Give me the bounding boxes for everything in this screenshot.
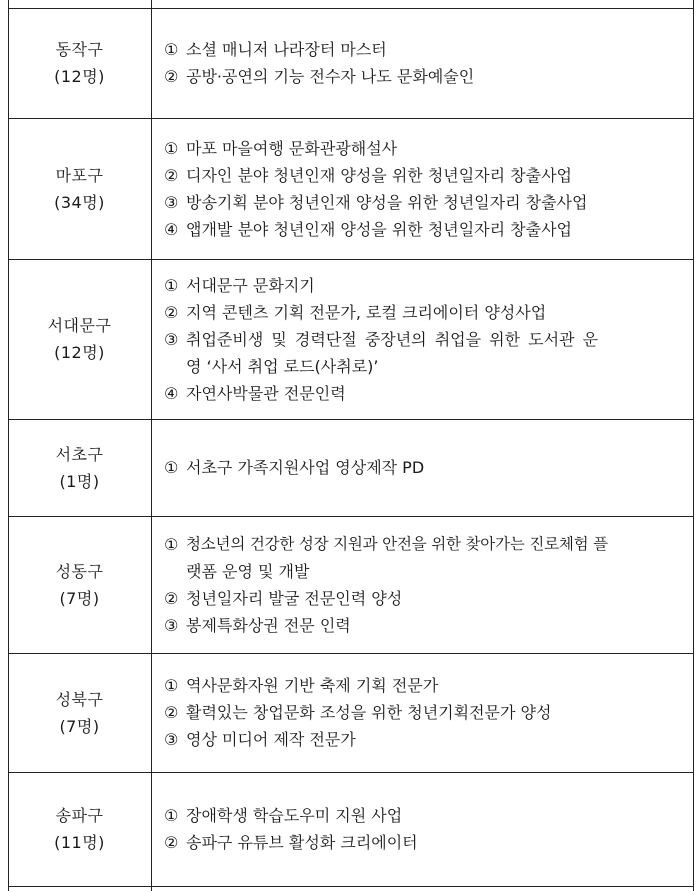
item-text: 자연사박물관 전문인력 bbox=[186, 383, 346, 403]
list-item bbox=[164, 326, 684, 353]
list-item bbox=[164, 36, 684, 63]
list-item bbox=[164, 189, 684, 216]
item-text-continuation: 랫폼 운영 및 개발 bbox=[186, 561, 310, 581]
item-text: 역사문화자원 기반 축제 기획 전문가 bbox=[186, 676, 439, 695]
district-count: (12명) bbox=[54, 67, 105, 86]
table-row-district-cell bbox=[8, 653, 151, 772]
item-text: 공방·공연의 기능 전수자 나도 문화예술인 bbox=[186, 67, 475, 86]
item-text: 소셜 매니저 나라장터 마스터 bbox=[186, 40, 387, 59]
item-number: ① bbox=[164, 40, 179, 59]
item-number: ③ bbox=[164, 730, 179, 749]
table-column-divider bbox=[151, 0, 152, 891]
list-item bbox=[164, 802, 684, 829]
list-item bbox=[164, 672, 684, 699]
item-number: ① bbox=[164, 806, 179, 825]
item-text: 취업준비생 및 경력단절 중장년의 취업을 위한 도서관 운 bbox=[186, 329, 599, 349]
table-row-items-cell bbox=[164, 653, 684, 772]
table-row-items-cell bbox=[164, 118, 684, 259]
item-text: 송파구 유튜브 활성화 크리에이터 bbox=[186, 833, 418, 852]
item-number: ④ bbox=[164, 383, 179, 403]
table-row-items-cell bbox=[164, 8, 684, 118]
item-text: 영상 미디어 제작 전문가 bbox=[186, 730, 356, 749]
item-number: ② bbox=[164, 833, 179, 852]
item-text: 디자인 분야 청년인재 양성을 위한 청년일자리 창출사업 bbox=[186, 165, 573, 185]
district-name: 동작구 bbox=[55, 40, 104, 59]
district-name: 성동구 bbox=[55, 561, 104, 581]
district-name: 서대문구 bbox=[47, 316, 112, 335]
table-row-district-cell bbox=[8, 8, 151, 118]
item-text: 방송기획 분야 청년인재 양성을 위한 청년일자리 창출사업 bbox=[186, 192, 588, 212]
item-text: 청년일자리 발굴 전문인력 양성 bbox=[186, 588, 403, 608]
item-text-continuation: 영 ‘사서 취업 로드(사취로)’ bbox=[186, 356, 379, 376]
item-number: ② bbox=[164, 302, 179, 322]
row-divider bbox=[8, 886, 694, 887]
district-count: (7명) bbox=[59, 588, 100, 608]
item-number: ② bbox=[164, 165, 179, 185]
item-text: 활력있는 창업문화 조성을 위한 청년기획전문가 양성 bbox=[186, 703, 552, 722]
item-number: ② bbox=[164, 67, 179, 86]
list-item bbox=[164, 585, 684, 612]
list-item bbox=[164, 531, 684, 558]
item-number: ③ bbox=[164, 192, 179, 212]
item-number: ① bbox=[164, 138, 179, 158]
district-count: (1명) bbox=[59, 471, 100, 491]
list-item bbox=[164, 380, 684, 407]
list-item bbox=[164, 454, 684, 481]
table-row-district-cell bbox=[8, 419, 151, 516]
item-text: 청소년의 건강한 성장 지원과 안전을 위한 찾아가는 진로체험 플 bbox=[186, 534, 608, 553]
district-name: 송파구 bbox=[55, 806, 104, 825]
item-number: ③ bbox=[164, 615, 179, 635]
item-text: 서대문구 문화지기 bbox=[186, 275, 315, 295]
item-text: 서초구 가족지원사업 영상제작 PD bbox=[186, 458, 425, 477]
table-row-items-cell bbox=[164, 516, 684, 653]
item-number: ② bbox=[164, 588, 179, 608]
item-number: ① bbox=[164, 534, 179, 554]
district-name: 마포구 bbox=[55, 165, 104, 185]
list-item bbox=[164, 699, 684, 726]
item-text: 장애학생 학습도우미 지원 사업 bbox=[186, 806, 403, 825]
district-count: (7명) bbox=[59, 716, 100, 736]
district-count: (34명) bbox=[54, 192, 105, 212]
district-name: 성북구 bbox=[55, 689, 104, 709]
item-text: 마포 마을여행 문화관광해설사 bbox=[186, 138, 398, 158]
table-row-district-cell bbox=[8, 259, 151, 419]
list-item bbox=[164, 299, 684, 326]
table-row-items-cell bbox=[164, 419, 684, 516]
list-item bbox=[164, 63, 684, 90]
list-item bbox=[164, 726, 684, 753]
table-row-district-cell bbox=[8, 516, 151, 653]
item-text: 앱개발 분야 청년인재 양성을 위한 청년일자리 창출사업 bbox=[186, 219, 573, 239]
list-item bbox=[164, 829, 684, 856]
district-name: 서초구 bbox=[55, 444, 104, 464]
list-item bbox=[164, 135, 684, 162]
table-row-items-cell bbox=[164, 259, 684, 419]
list-item bbox=[164, 272, 684, 299]
table-row-items-cell bbox=[164, 772, 684, 886]
item-number: ③ bbox=[164, 329, 179, 349]
table-row-district-cell bbox=[8, 118, 151, 259]
table-right-border bbox=[693, 0, 694, 891]
table-row-district-cell bbox=[8, 772, 151, 886]
list-item bbox=[164, 216, 684, 243]
item-text: 지역 콘텐츠 기획 전문가, 로컬 크리에이터 양성사업 bbox=[186, 302, 547, 322]
item-number: ① bbox=[164, 275, 179, 295]
list-item bbox=[164, 162, 684, 189]
list-item bbox=[164, 612, 684, 639]
district-count: (12명) bbox=[54, 343, 105, 362]
item-number: ① bbox=[164, 458, 179, 477]
item-text: 봉제특화상권 전문 인력 bbox=[186, 615, 351, 635]
item-number: ① bbox=[164, 676, 179, 695]
item-number: ④ bbox=[164, 219, 179, 239]
item-number: ② bbox=[164, 703, 179, 722]
district-count: (11명) bbox=[54, 833, 105, 852]
